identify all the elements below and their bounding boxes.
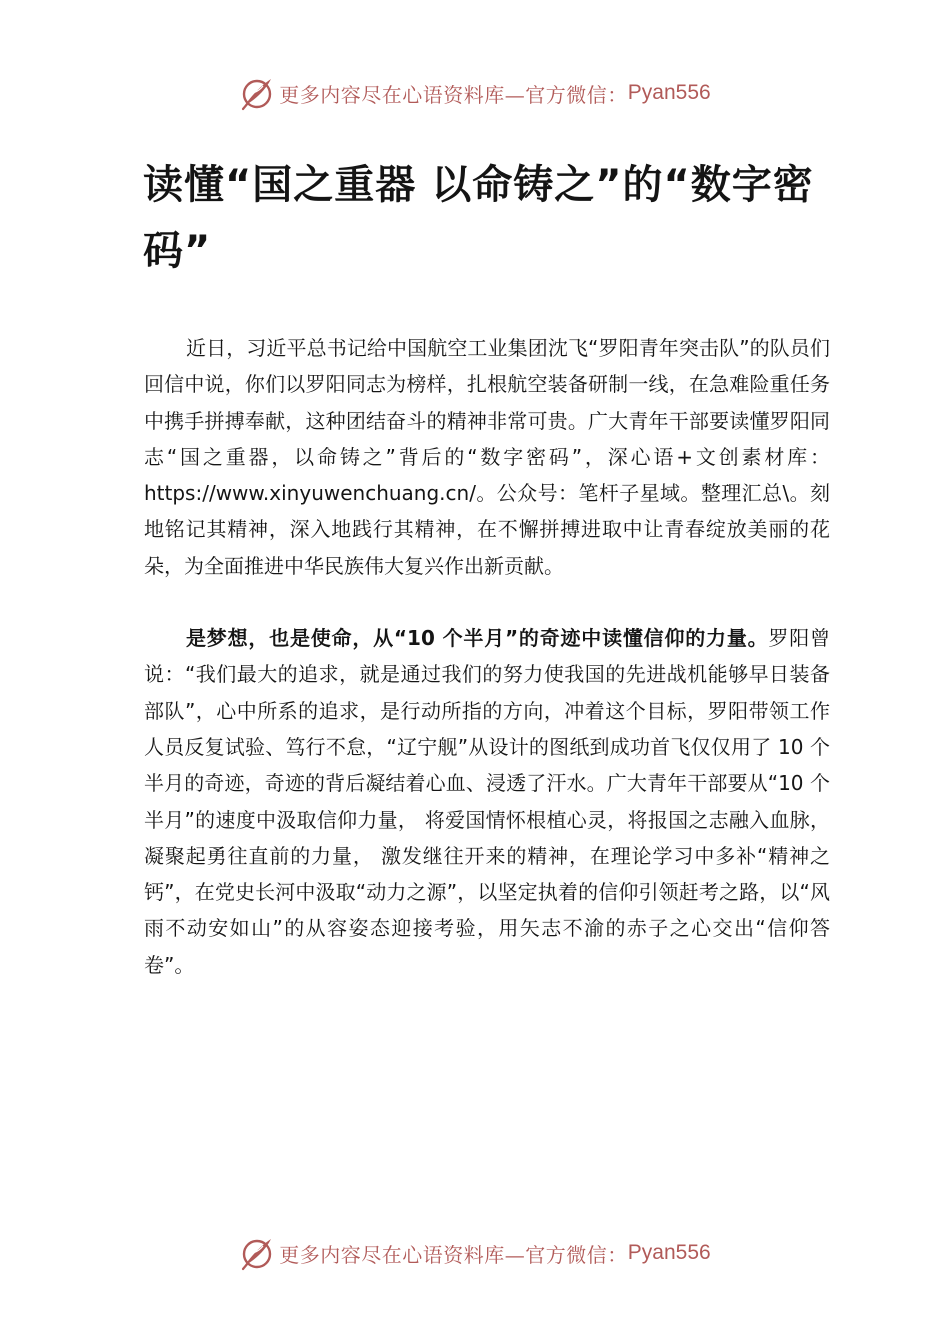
wechat-handle: Pyan556 bbox=[627, 81, 711, 104]
banner-text: 更多内容尽在心语资料库—官方微信： bbox=[279, 1242, 628, 1267]
paragraph-2-text: 罗阳曾说：“我们最大的追求，就是通过我们的努力使我国的先进战机能够早日装备部队”，心中所系的追求，是行动所指的方向，冲着这个目标，罗阳带领工作人员反复试验、笃行不怠，“辽宁舰”从设计的图纸到成功首飞仅仅用了 10 个半月的奇迹，奇迹的背后凝结着心血、浸透了汗水。广大青年干部要从“10 个半月”的速度中汲取信仰力量， 将爱国情怀根植心灵，将报国之志融入血脉，凝聚起勇往直前的力量， 激发继往开来的精神，在理论学习中多补“精神之钙”，在党史长河中汲取“动力之源”，以坚定执着的信仰引领赶考之路，以“风雨不动安如山”的从容姿态迎接考验，用矢志不渝的赤子之心交出“信仰答卷”。 bbox=[144, 626, 831, 977]
paragraph-1-text: 近日，习近平总书记给中国航空工业集团沈飞“罗阳青年突击队”的队员们回信中说，你们以罗阳同志为榜样，扎根航空装备研制一线，在急难险重任务中携手拼搏奉献，这种团结奋斗的精神非常可贵。广大青年干部要读懂罗阳同志“国之重器，以命铸之”背后的“数字密码”，深心语+文创素材库：https://www.xinyuwenchuang.cn/。公众号：笔杆子星域。整理汇总\。刻地铭记其精神，深入地践行其精神，在不懈拼搏进取中让青春绽放美丽的花朵，为全面推进中华民族伟大复兴作出新贡献。 bbox=[144, 336, 830, 578]
header-banner bbox=[0, 71, 950, 115]
banner-text: 更多内容尽在心语资料库—官方微信： bbox=[279, 82, 628, 107]
paragraph-1 bbox=[144, 330, 830, 584]
paragraph-2 bbox=[144, 620, 830, 983]
paragraph-2-lead: 是梦想，也是使命，从“10 个半月”的奇迹中读懂信仰的力量。 bbox=[186, 626, 769, 651]
article-body bbox=[144, 330, 830, 983]
quill-pen-logo-icon bbox=[239, 75, 275, 111]
footer-banner bbox=[0, 1231, 950, 1275]
page-title: 读懂“国之重器 以命铸之”的“数字密码” bbox=[143, 162, 814, 274]
quill-pen-logo-icon bbox=[239, 1235, 275, 1271]
wechat-handle: Pyan556 bbox=[627, 1241, 711, 1264]
